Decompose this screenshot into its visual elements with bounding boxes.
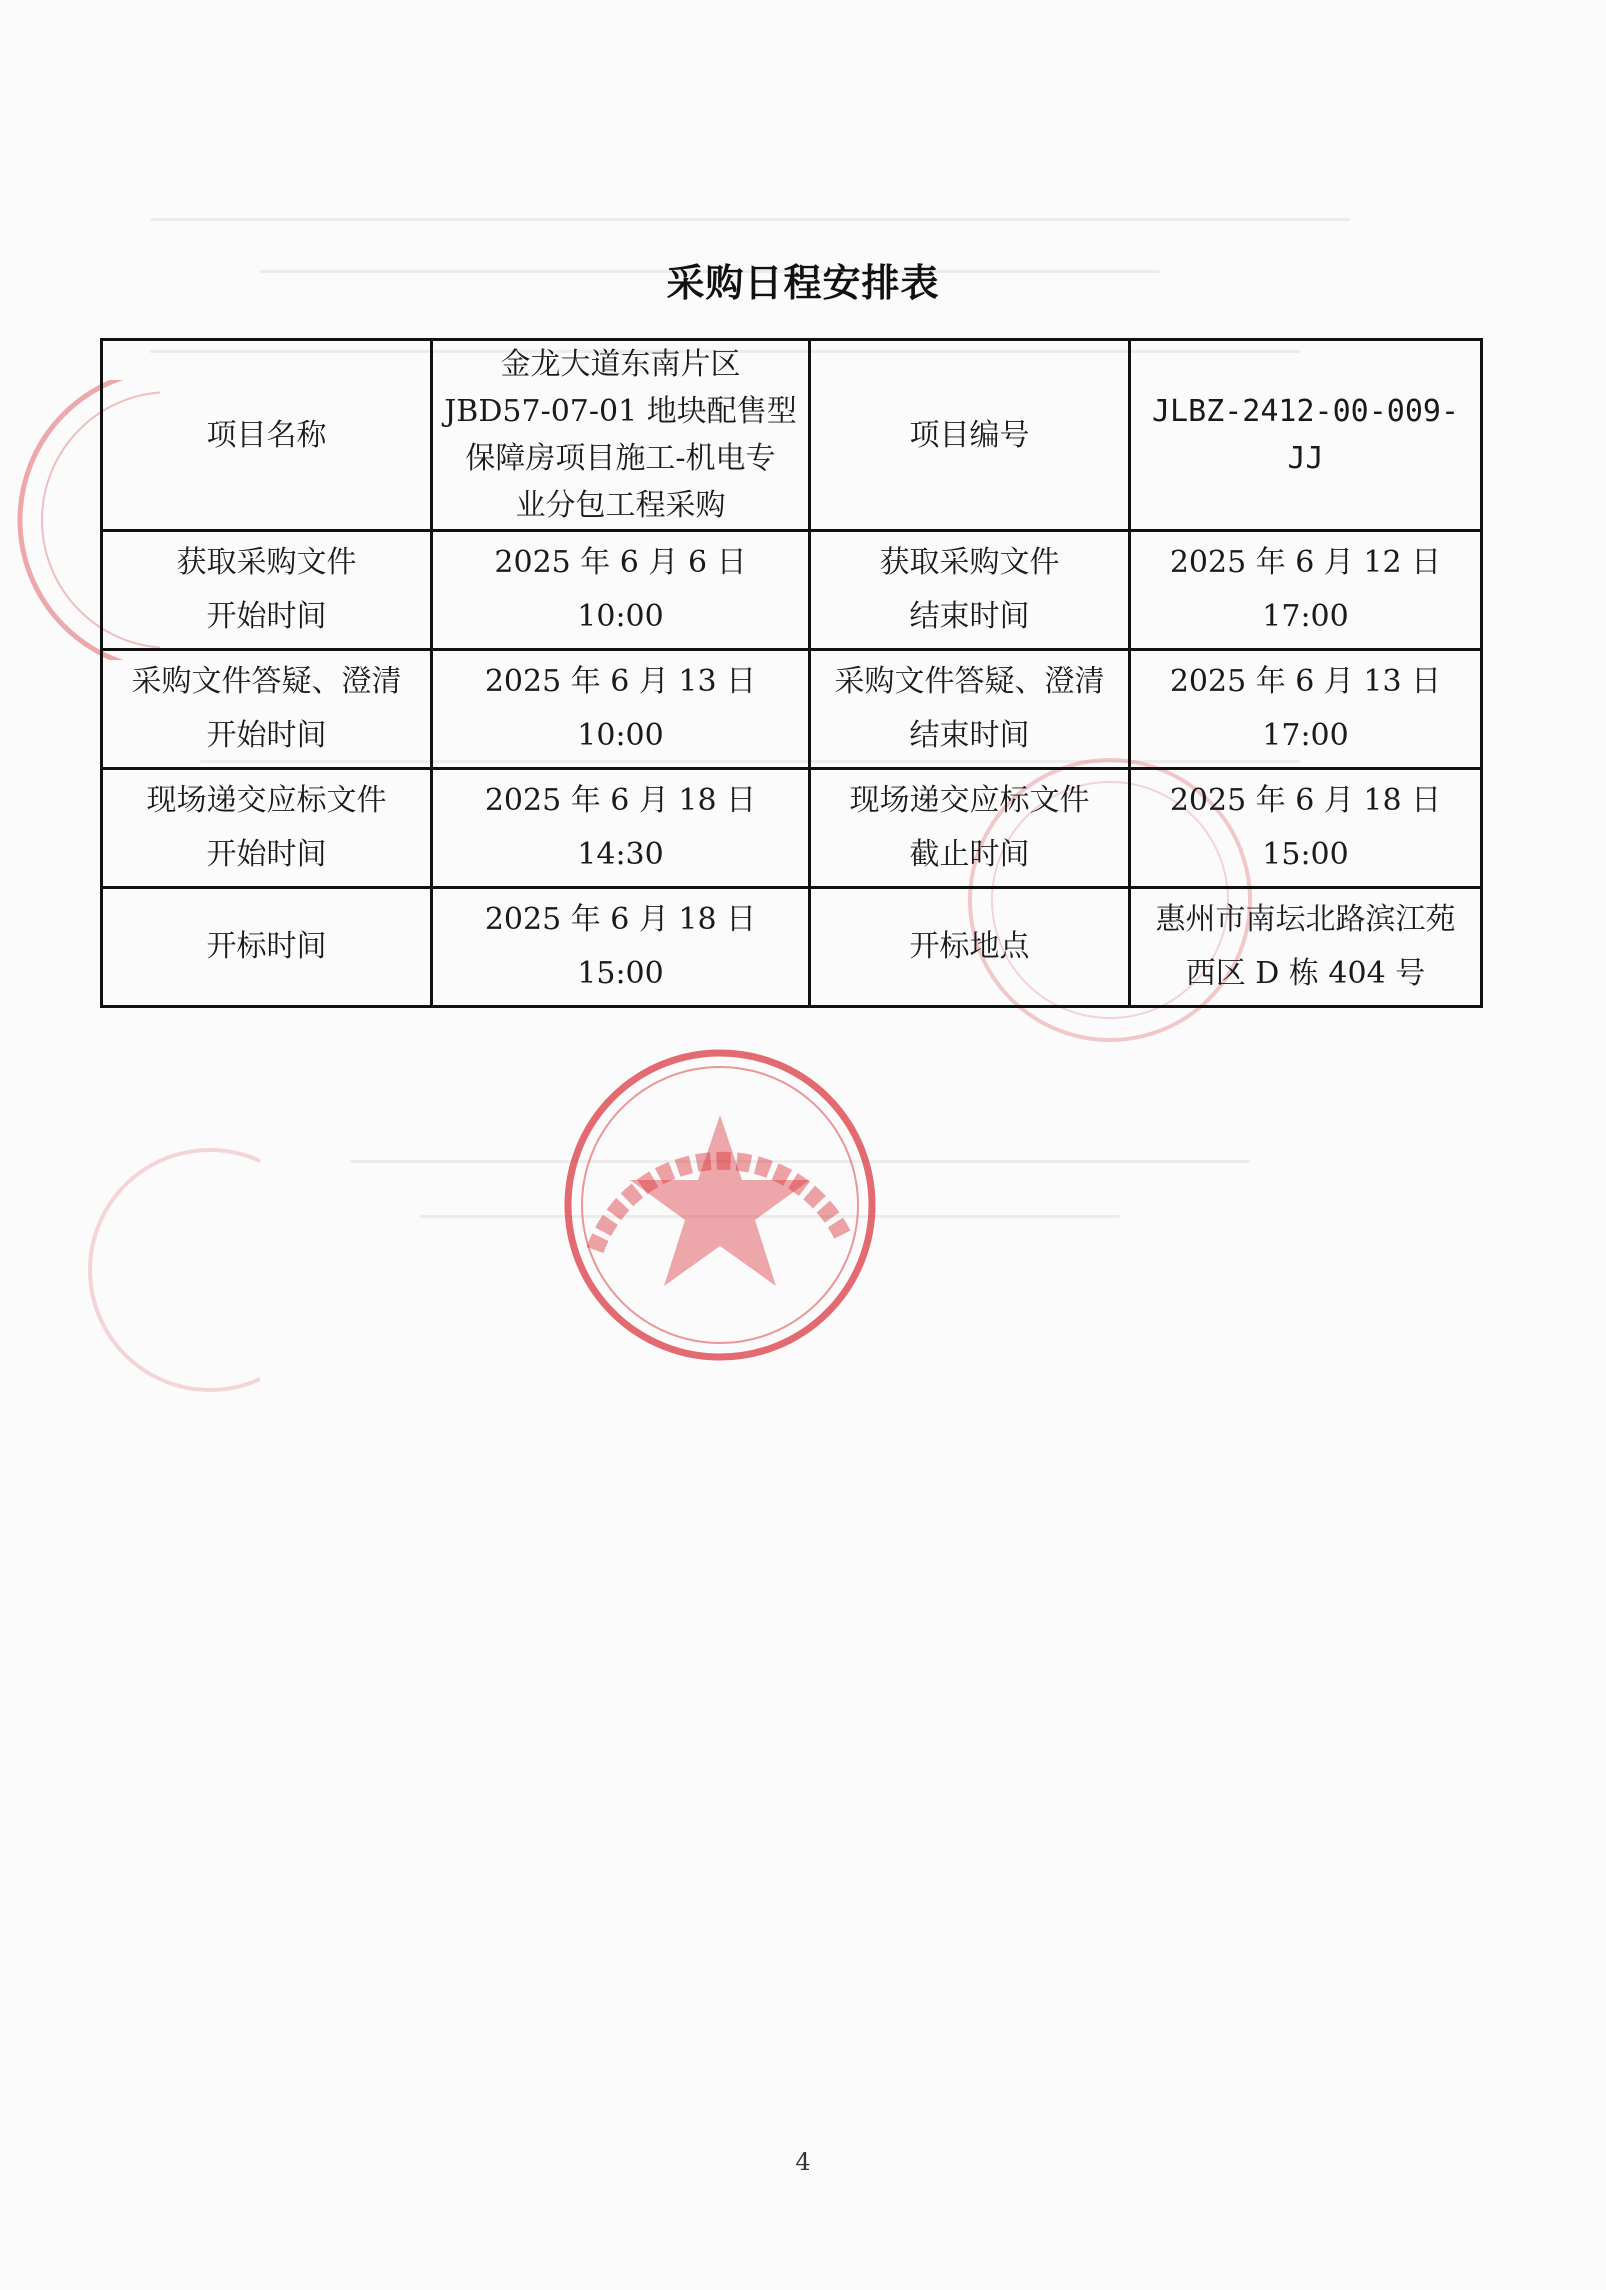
table-row — [102, 340, 1482, 531]
project-code-value: JLBZ-2412-00-009-JJ — [1130, 340, 1482, 531]
opening-time-value: 2025 年 6 月 18 日 15:00 — [432, 888, 810, 1007]
project-code-label: 项目编号 — [810, 340, 1130, 531]
clarification-start-value: 2025 年 6 月 13 日 10:00 — [432, 650, 810, 769]
red-company-seal — [555, 1040, 885, 1370]
submission-start-value: 2025 年 6 月 18 日 14:30 — [432, 769, 810, 888]
opening-place-value: 惠州市南坛北路滨江苑 西区 D 栋 404 号 — [1130, 888, 1482, 1007]
submission-deadline-value: 2025 年 6 月 18 日 15:00 — [1130, 769, 1482, 888]
table-row — [102, 888, 1482, 1007]
obtain-docs-end-label: 获取采购文件 结束时间 — [810, 531, 1130, 650]
project-name-value: 金龙大道东南片区 JBD57-07-01 地块配售型 保障房项目施工-机电专 业分包工程采购 — [432, 340, 810, 531]
obtain-docs-start-value: 2025 年 6 月 6 日 10:00 — [432, 531, 810, 650]
page-number: 4 — [795, 2148, 811, 2176]
opening-place-label: 开标地点 — [810, 888, 1130, 1007]
project-name-label: 项目名称 — [102, 340, 432, 531]
table-row — [102, 769, 1482, 888]
clarification-end-value: 2025 年 6 月 13 日 17:00 — [1130, 650, 1482, 769]
clarification-start-label: 采购文件答疑、澄清 开始时间 — [102, 650, 432, 769]
page-title: 采购日程安排表 — [666, 261, 940, 305]
submission-deadline-label: 现场递交应标文件 截止时间 — [810, 769, 1130, 888]
bleed-through-line — [420, 1215, 1120, 1218]
obtain-docs-start-label: 获取采购文件 开始时间 — [102, 531, 432, 650]
red-seal-left-faint — [60, 1140, 260, 1400]
obtain-docs-end-value: 2025 年 6 月 12 日 17:00 — [1130, 531, 1482, 650]
table-row — [102, 531, 1482, 650]
bleed-through-line — [150, 218, 1350, 221]
schedule-table — [100, 338, 1483, 1008]
table-row — [102, 650, 1482, 769]
bleed-through-line — [350, 1160, 1250, 1163]
opening-time-label: 开标时间 — [102, 888, 432, 1007]
clarification-end-label: 采购文件答疑、澄清 结束时间 — [810, 650, 1130, 769]
submission-start-label: 现场递交应标文件 开始时间 — [102, 769, 432, 888]
